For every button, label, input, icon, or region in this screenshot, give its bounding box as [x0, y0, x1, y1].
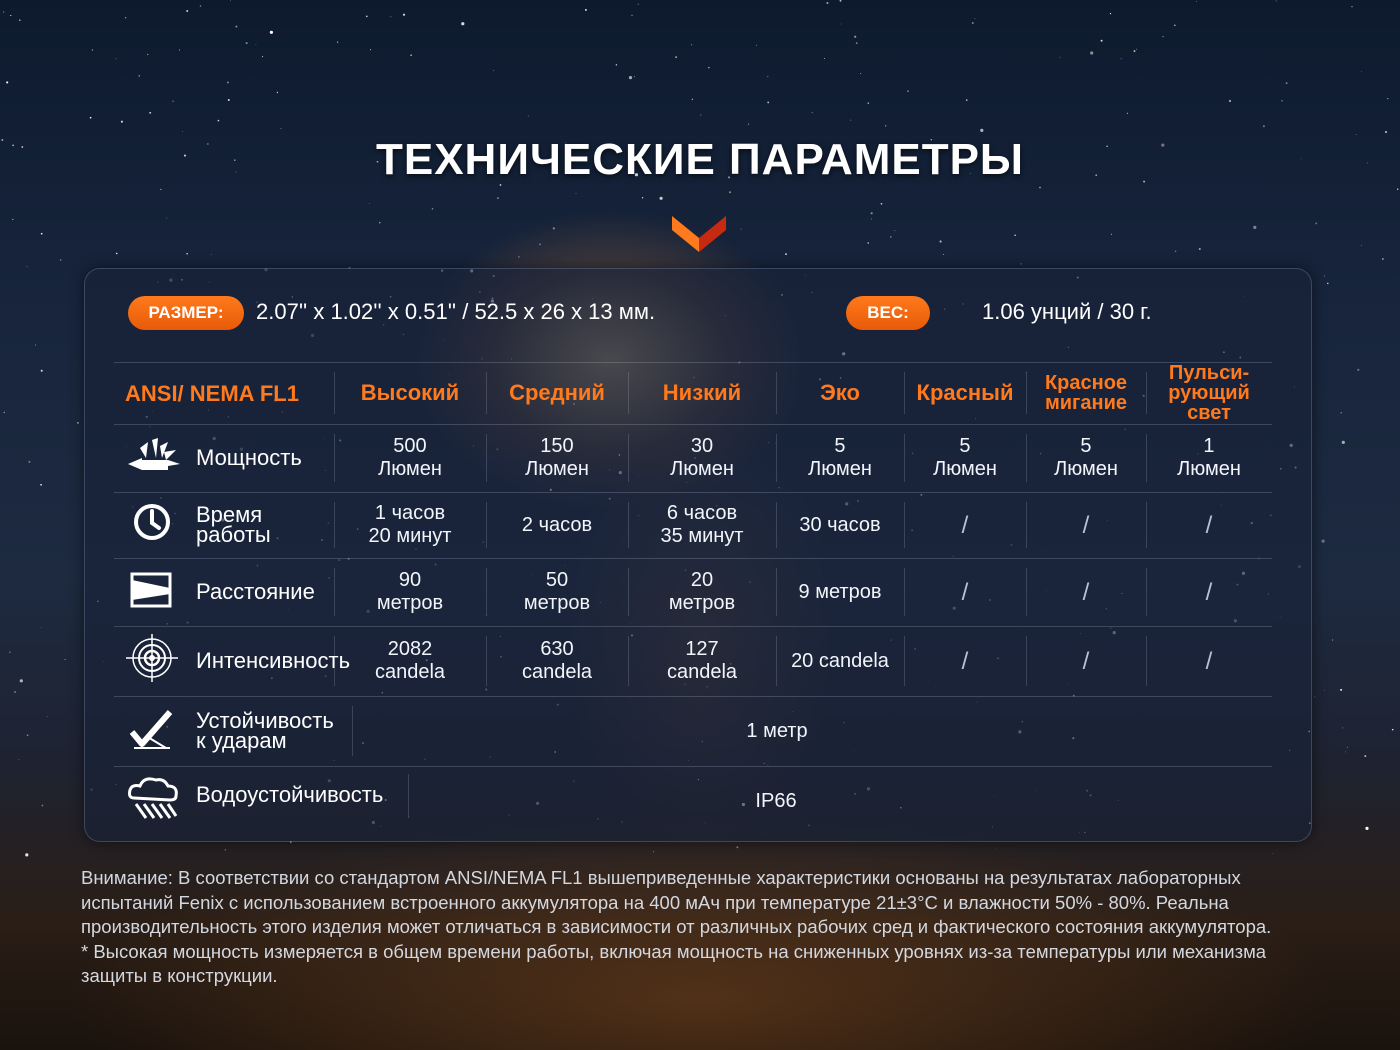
disclaimer-notes [81, 866, 1321, 989]
column-divider [334, 502, 335, 548]
row-label: Расстояние [196, 579, 315, 604]
column-divider [1026, 568, 1027, 616]
column-divider [904, 372, 905, 414]
table-cell: 2082 candela [374, 638, 446, 683]
table-cell: 500 Люмен [378, 435, 442, 480]
column-divider [1146, 434, 1147, 482]
column-divider [486, 372, 487, 414]
row-label: Мощность [196, 445, 302, 470]
column-divider [1026, 434, 1027, 482]
table-cell: 1 часов 20 минут [368, 502, 452, 547]
column-divider [486, 568, 487, 616]
table-cell: / [961, 511, 969, 539]
column-divider [776, 502, 777, 548]
table-cell: 630 candela [521, 638, 593, 683]
table-cell: 20 candela [791, 649, 889, 672]
column-divider [1026, 502, 1027, 548]
header-mode: Пульси- рующий свет [1168, 362, 1250, 424]
column-divider [776, 568, 777, 616]
table-cell: / [1082, 511, 1090, 539]
table-cell: 2 часов [521, 513, 593, 536]
column-divider [776, 434, 777, 482]
column-divider [334, 568, 335, 616]
chevron-down-icon [672, 212, 726, 254]
column-divider [628, 372, 629, 414]
column-divider [904, 502, 905, 548]
row-label: Устойчивость к ударам [196, 708, 334, 753]
table-cell: / [1082, 647, 1090, 675]
page-title: ТЕХНИЧЕСКИЕ ПАРАМЕТРЫ [375, 135, 1025, 184]
column-divider [1146, 502, 1147, 548]
column-divider [334, 434, 335, 482]
row-label: Интенсивность [196, 648, 351, 673]
row-label: Водоустойчивость [196, 782, 384, 807]
row-label: Время работы [196, 502, 271, 547]
column-divider [486, 502, 487, 548]
brightness-icon [124, 436, 180, 484]
header-mode: Низкий [662, 380, 742, 405]
table-cell: 150 Люмен [525, 435, 589, 480]
table-cell: / [1082, 578, 1090, 606]
column-divider [1146, 636, 1147, 686]
clock-icon [124, 498, 180, 546]
table-cell: / [1205, 511, 1213, 539]
note-paragraph: Внимание: В соответствии со стандартом ANSI/NEMA FL1 вышеприведенные характеристики основаны на результатах лабораторных испытаний Fenix с использованием встроенного аккумулятора на 400 мАч при температуре 21±3°C и влажности 50% - 80%. Реальна производительность этого изделия может отличаться в зависимости от различных рабочих сред и фактического состояния аккумулятора. [81, 867, 1272, 937]
beam-distance-icon [124, 566, 180, 614]
column-divider [776, 636, 777, 686]
impact-value: 1 метр [746, 719, 808, 742]
table-cell: 30 Люмен [670, 435, 734, 480]
table-cell: 1 Люмен [1177, 435, 1241, 480]
column-divider [1146, 372, 1147, 414]
column-divider [486, 636, 487, 686]
table-cell: 9 метров [798, 580, 882, 603]
table-cell: / [1205, 647, 1213, 675]
header-mode: Красный [916, 380, 1014, 405]
weight-value: 1.06 унций / 30 г. [982, 299, 1152, 324]
column-divider [334, 372, 335, 414]
size-value: 2.07'' x 1.02'' x 0.51'' / 52.5 x 26 x 13 мм. [256, 299, 656, 324]
column-divider [628, 502, 629, 548]
column-divider [1026, 372, 1027, 414]
column-divider [334, 636, 335, 686]
column-divider [486, 434, 487, 482]
column-divider [628, 568, 629, 616]
table-cell: 50 метров [523, 569, 591, 614]
table-cell: 5 Люмен [933, 435, 997, 480]
note-paragraph: * Высокая мощность измеряется в общем времени работы, включая мощность на сниженных уровнях из-за температуры или механизма защиты в конструкции. [81, 940, 1267, 986]
crosshair-icon [124, 634, 180, 682]
rain-cloud-icon [124, 774, 180, 822]
header-mode: Красное мигание [1044, 372, 1128, 414]
weight-badge: ВЕС: [846, 296, 930, 330]
column-divider [1026, 636, 1027, 686]
header-mode: Средний [509, 380, 605, 405]
column-divider [1146, 568, 1147, 616]
table-cell: 20 метров [668, 569, 736, 614]
header-mode: Эко [820, 380, 860, 405]
table-cell: 5 Люмен [1054, 435, 1118, 480]
table-cell: / [961, 578, 969, 606]
table-cell: 6 часов 35 минут [660, 502, 744, 547]
table-cell: 90 метров [376, 569, 444, 614]
column-divider [776, 372, 777, 414]
column-divider [628, 636, 629, 686]
size-badge: РАЗМЕР: [128, 296, 244, 330]
table-cell: / [1205, 578, 1213, 606]
table-cell: 30 часов [799, 513, 881, 536]
table-cell: 127 candela [666, 638, 738, 683]
impact-icon [124, 706, 180, 754]
column-divider [904, 568, 905, 616]
column-divider [904, 434, 905, 482]
water-value: IP66 [755, 789, 797, 812]
table-cell: / [961, 647, 969, 675]
column-divider [904, 636, 905, 686]
column-divider [628, 434, 629, 482]
table-divider [114, 362, 1272, 363]
table-cell: 5 Люмен [808, 435, 872, 480]
header-mode: Высокий [360, 380, 460, 405]
header-standard: ANSI/ NEMA FL1 [125, 381, 299, 406]
